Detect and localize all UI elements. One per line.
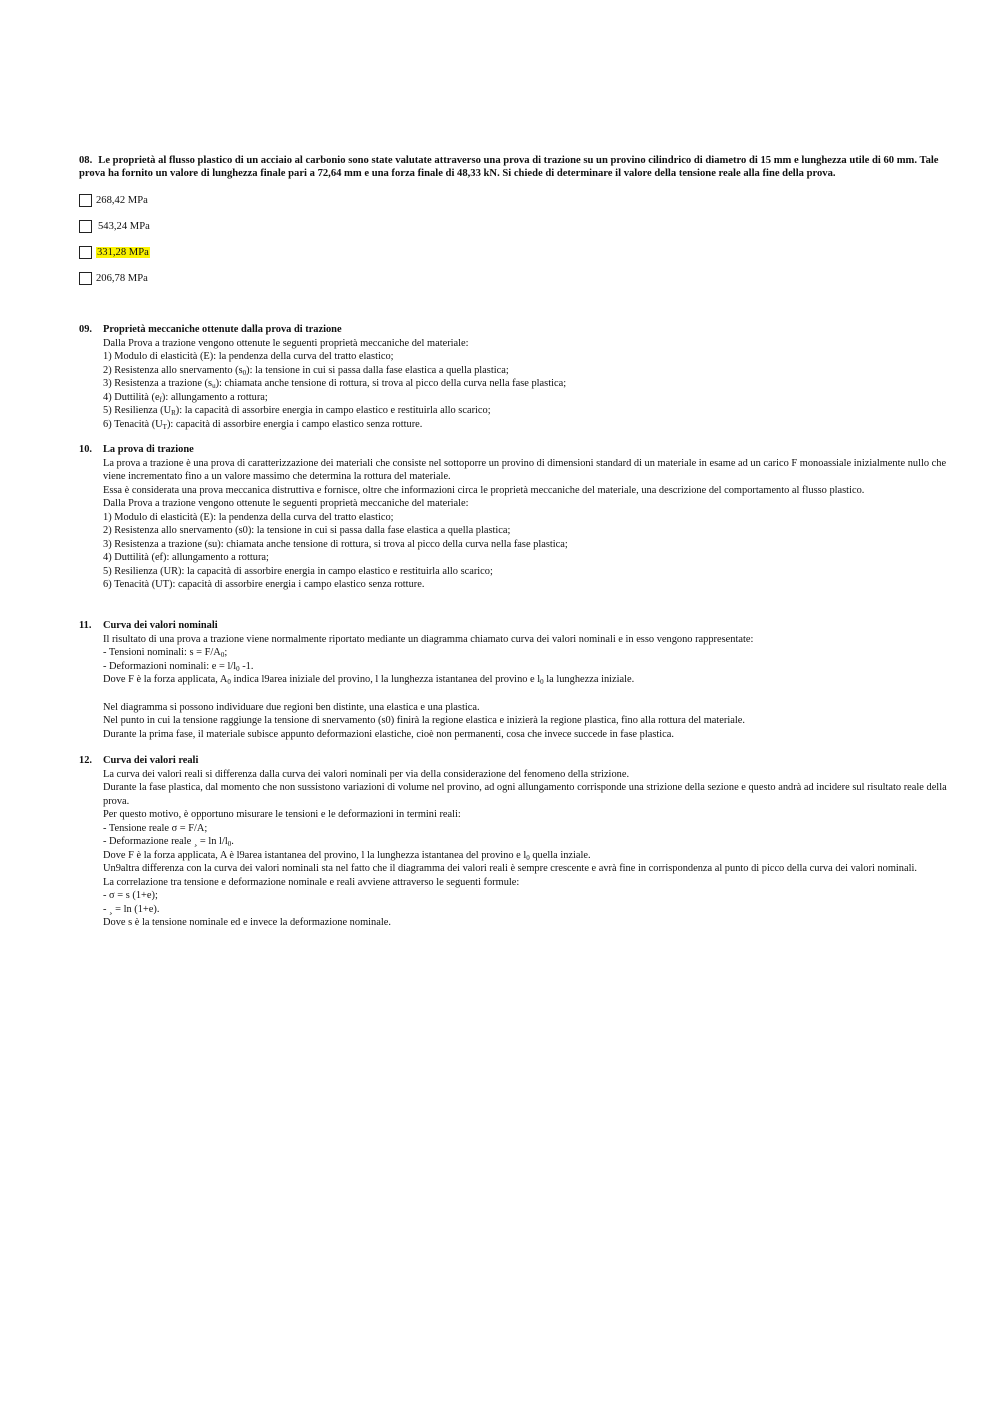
paragraph: Dove s è la tensione nominale ed e invece la deformazione nominale. bbox=[103, 917, 391, 928]
paragraph: Dalla Prova a trazione vengono ottenute le seguenti proprietà meccaniche del materiale: bbox=[103, 337, 469, 349]
list-item: - Tensioni nominali: $s = F/A_0$; bbox=[103, 647, 228, 659]
list-item: 3) Resistenza a trazione $(s_u)$: chiamata anche tensione di rottura, si trova al picco della curva nella fase plastica; bbox=[103, 378, 567, 390]
section-heading: 10. La prova di trazione bbox=[79, 444, 194, 455]
paragraph: Nel punto in cui la tensione raggiunge la tensione di snervamento (s0) finirà la regione elastica e inizierà la regione plastica, fino alla rottura del materiale. bbox=[103, 715, 745, 726]
formula-line: - σ = s (1+e); bbox=[103, 890, 158, 901]
list-item: 5) Resilienza (UR): la capacità di assorbire energia in campo elastico e restituirla allo scarico; bbox=[103, 565, 493, 577]
paragraph: Il risultato di una prova a trazione viene normalmente riportato mediante un diagramma chiamato curva dei valori nominali e in esso vengono rappresentate: bbox=[103, 633, 754, 645]
formula-line: - ¸ = ln (1+e). bbox=[103, 903, 160, 915]
section-09 bbox=[79, 323, 969, 431]
question-number: 08. bbox=[79, 155, 93, 166]
section-body bbox=[79, 337, 969, 432]
answer-option-label: 206,78 MPa bbox=[96, 273, 148, 285]
paragraph: Dove F è la forza applicata, $A_0$ indica l9area iniziale del provino, l la lunghezza istantanea del provino e $l_0$ la lunghezza iniziale. bbox=[103, 674, 635, 686]
section-10 bbox=[79, 443, 969, 592]
paragraph: La correlazione tra tensione e deformazione nominale e reali avviene attraverso le seguenti formule: bbox=[103, 876, 520, 888]
paragraph: Durante la prima fase, il materiale subisce appunto deformazioni elastiche, cioè non permanenti, cosa che invece succede in fase plastica. bbox=[103, 728, 674, 740]
question-08 bbox=[79, 154, 959, 298]
section-body bbox=[79, 457, 969, 592]
answer-option-label: 268,42 MPa bbox=[96, 195, 148, 207]
section-heading: 11. Curva dei valori nominali bbox=[79, 620, 218, 631]
section-12 bbox=[79, 754, 969, 930]
paragraph: La curva dei valori reali si differenza dalla curva dei valori nominali per via della considerazione del fenomeno della strizione. bbox=[103, 768, 630, 780]
list-item: 2) Resistenza allo snervamento $(s_0)$: la tensione in cui si passa dalla fase elastica a quella plastica; bbox=[103, 364, 509, 377]
answer-options bbox=[79, 194, 959, 286]
question-08-text: 08. Le proprietà al flusso plastico di un acciaio al carbonio sono state valutate attraverso una prova di trazione su un provino cilindrico di diametro di 15 mm e lunghezza utile di 60 mm. Tale prova ha fornito un valore di lunghezza finale pari a 72,64 mm e una forza finale di 48,33 kN. Si chiede di determinare il valore della tensione reale alla fine della prova. bbox=[79, 155, 939, 180]
formula-line: - Tensione reale σ = F/A; bbox=[103, 822, 208, 834]
list-item: 2) Resistenza allo snervamento (s0): la tensione in cui si passa dalla fase elastica a quella plastica; bbox=[103, 525, 511, 536]
answer-option-d[interactable] bbox=[79, 272, 959, 286]
section-body bbox=[79, 768, 969, 930]
paragraph: Dove F è la forza applicata, A è l9area istantanea del provino, l la lunghezza istantanea del provino e $l_0$ quella inziale. bbox=[103, 849, 591, 862]
section-heading: 12. Curva dei valori reali bbox=[79, 755, 199, 766]
list-item: 5) Resilienza $(U_R)$: la capacità di assorbire energia in campo elastico e restituirla allo scarico; bbox=[103, 405, 491, 417]
list-item: 6) Tenacità $(U_T)$: capacità di assorbire energia i campo elastico senza rotture. bbox=[103, 418, 423, 431]
paragraph: Durante la fase plastica, dal momento che non sussistono variazioni di volume nel provino, ad ogni allungamento corrisponde una strizione della sezione e questo andrà ad incidere sul risultato reale della prova. bbox=[103, 782, 947, 807]
list-item: 1) Modulo di elasticità (E): la pendenza della curva del tratto elastico; bbox=[103, 351, 394, 362]
list-item: 1) Modulo di elasticità (E): la pendenza della curva del tratto elastico; bbox=[103, 511, 394, 523]
paragraph: Essa è considerata una prova meccanica distruttiva e fornisce, oltre che informazioni circa le proprietà meccaniche del materiale, una descrizione del comportamento al flusso plastico. bbox=[103, 484, 865, 496]
list-item: 6) Tenacità (UT): capacità di assorbire energia i campo elastico senza rotture. bbox=[103, 579, 425, 590]
checkbox[interactable] bbox=[79, 194, 92, 207]
section-body bbox=[79, 633, 969, 742]
checkbox[interactable] bbox=[79, 272, 92, 285]
paragraph: Per questo motivo, è opportuno misurare le tensioni e le deformazioni in termini reali: bbox=[103, 809, 461, 820]
list-item: 4) Duttilità $(e_f)$: allungamento a rottura; bbox=[103, 391, 268, 404]
paragraph: Un9altra differenza con la curva dei valori nominali sta nel fatto che il diagramma dei valori reali è sempre crescente e avrà fine in corrispondenza al punto di picco della curva dei valori nominali. bbox=[103, 863, 917, 874]
checkbox[interactable] bbox=[79, 246, 92, 259]
checkbox[interactable] bbox=[79, 220, 92, 233]
answer-option-b[interactable] bbox=[79, 220, 959, 234]
section-heading: 09. Proprietà meccaniche ottenute dalla prova di trazione bbox=[79, 324, 342, 335]
answer-option-label: 543,24 MPa bbox=[98, 221, 150, 233]
list-item: - Deformazioni nominali: $e = l/l_0$ -1. bbox=[103, 660, 254, 673]
list-item: 4) Duttilità (ef): allungamento a rottura; bbox=[103, 552, 269, 563]
list-item: 3) Resistenza a trazione (su): chiamata anche tensione di rottura, si trova al picco della curva nella fase plastica; bbox=[103, 538, 568, 550]
section-11 bbox=[79, 619, 969, 741]
formula-line: - Deformazione reale ¸ = $\ln l/l_0$. bbox=[103, 836, 234, 848]
answer-option-c[interactable] bbox=[79, 246, 959, 260]
paragraph: La prova a trazione è una prova di caratterizzazione dei materiali che consiste nel sottoporre un provino di dimensioni standard di un materiale in esame ad un carico F monoassiale inizialmente nullo che viene incrementato fino a un valore massimo che determina la rottura del materiale. bbox=[103, 457, 947, 482]
paragraph: Dalla Prova a trazione vengono ottenute le seguenti proprietà meccaniche del materiale: bbox=[103, 498, 469, 509]
paragraph: Nel diagramma si possono individuare due regioni ben distinte, una elastica e una plastica. bbox=[103, 701, 480, 713]
answer-option-a[interactable] bbox=[79, 194, 959, 208]
answer-option-label-highlighted: 331,28 MPa bbox=[97, 247, 149, 259]
